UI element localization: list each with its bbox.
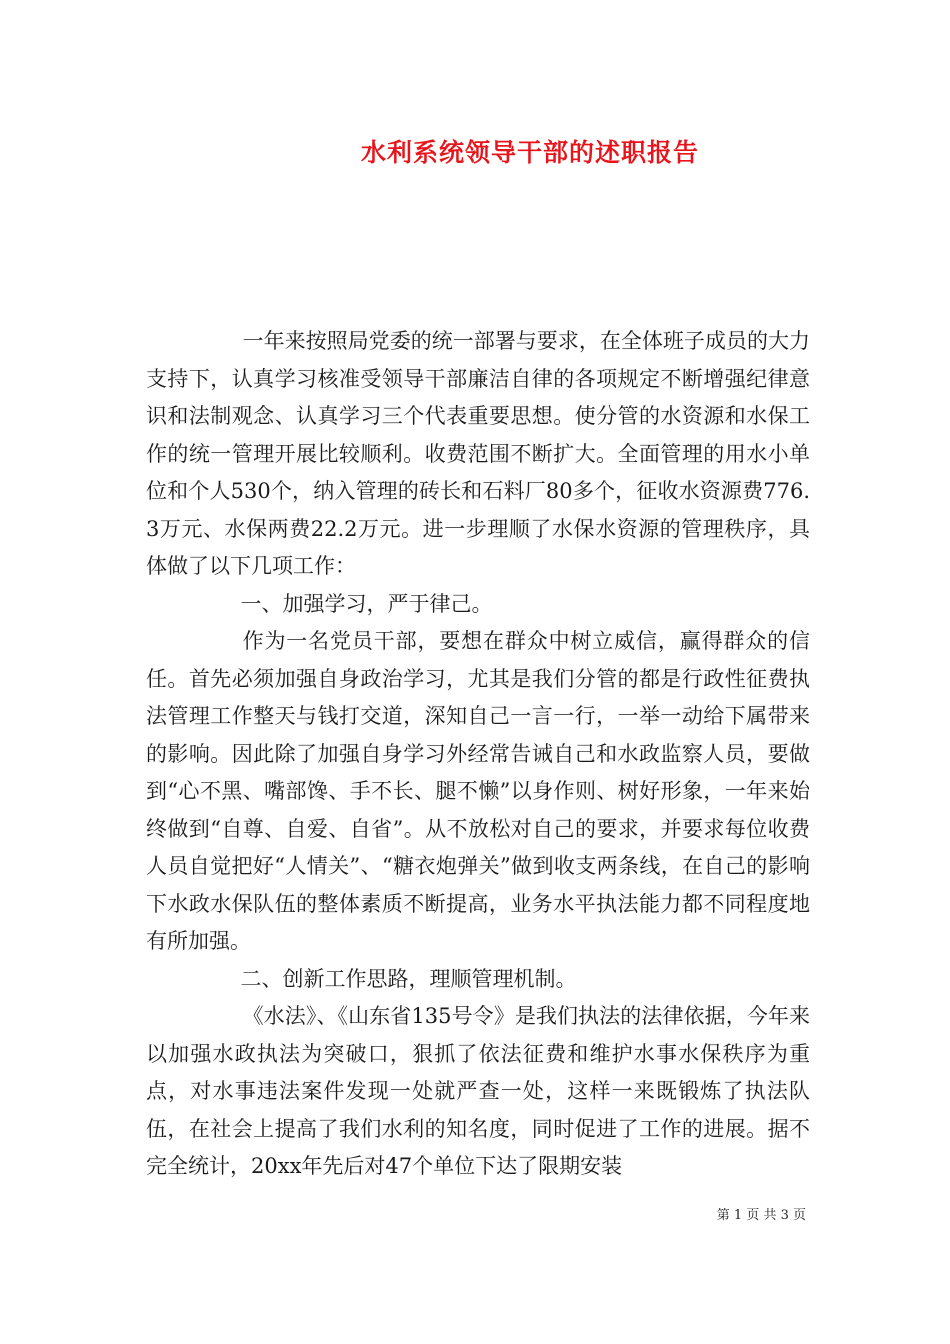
paragraph-intro: 一年来按照局党委的统一部署与要求，在全体班子成员的大力支持下，认真学习核准受领导干部廉洁自律的各项规定不断增强纪律意识和法制观念、认真学习三个代表重要思想。使分管的水资源和水保工作的统一管理开展比较顺利。收费范围不断扩大。全面管理的用水小单位和个人530个，纳入管理的砖长和石料厂80多个，征收水资源费776.3万元、水保两费22.2万元。进一步理顺了水保水资源的管理秩序，具体做了以下几项工作：: [146, 329, 810, 578]
section-heading-1: 一、加强学习，严于律己。: [240, 591, 493, 616]
document-title: 水利系统领导干部的述职报告: [360, 138, 699, 167]
paragraph-section-1: 作为一名党员干部，要想在群众中树立威信，赢得群众的信任。首先必须加强自身政治学习，尤其是我们分管的都是行政性征费执法管理工作整天与钱打交道，深知自己一言一行，一举一动给下属带来的影响。因此除了加强自身学习外经常告诫自己和水政监察人员，要做到“心不黑、嘴部馋、手不长、腿不懒”以身作则、树好形象，一年来始终做到“自尊、自爱、自省”。从不放松对自己的要求，并要求每位收费人员自觉把好“人情关”、“糖衣炮弹关”做到收支两条线，在自己的影响下水政水保队伍的整体素质不断提高，业务水平执法能力都不同程度地有所加强。: [146, 629, 810, 953]
document-body: [146, 323, 810, 1186]
page-number: 第 1 页 共 3 页: [716, 1208, 806, 1223]
paragraph-section-2: 《水法》、《山东省135号令》是我们执法的法律依据，今年来以加强水政执法为突破口，狠抓了依法征费和维护水事水保秩序为重点，对水事违法案件发现一处就严查一处，这样一来既锻炼了执法队伍，在社会上提高了我们水利的知名度，同时促进了工作的进展。据不完全统计，20xx年先后对47个单位下达了限期安装: [146, 1004, 810, 1178]
section-heading-2: 二、创新工作思路，理顺管理机制。: [240, 966, 577, 991]
